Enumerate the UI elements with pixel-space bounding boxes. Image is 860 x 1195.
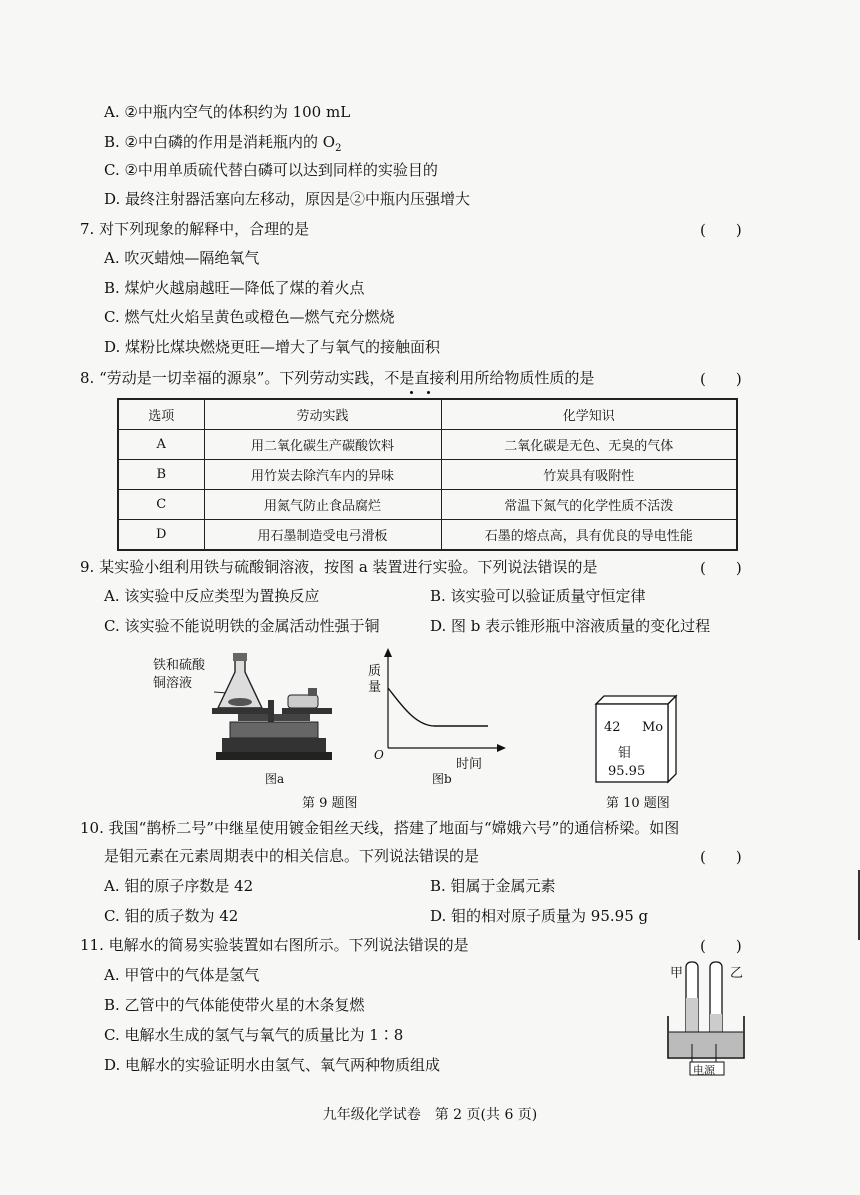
- tube-label-left: 甲: [670, 966, 684, 981]
- q10-answer-blank: ( ): [700, 848, 742, 866]
- element-mass: 95.95: [608, 764, 646, 779]
- table-header-cell: 劳动实践: [204, 399, 441, 430]
- q10-option-a: A. 钼的原子序数是 42: [104, 877, 254, 895]
- q7-option-a: A. 吹灭蜡烛—隔绝氧气: [104, 249, 260, 267]
- table-cell: D: [118, 520, 204, 551]
- q6-option-a: A. ②中瓶内空气的体积约为 100 mL: [104, 103, 351, 121]
- q6-option-d: D. 最终注射器活塞向左移动，原因是②中瓶内压强增大: [104, 190, 471, 208]
- page-footer: 九年级化学试卷 第 2 页(共 6 页): [322, 1107, 538, 1123]
- table-cell: 常温下氮气的化学性质不活泼: [441, 490, 737, 520]
- q11-option-b: B. 乙管中的气体能使带火星的木条复燃: [104, 996, 365, 1014]
- q9-option-b: B. 该实验可以验证质量守恒定律: [430, 587, 646, 605]
- q9-option-d: D. 图 b 表示锥形瓶中溶液质量的变化过程: [430, 617, 711, 635]
- q6-option-b-text: B. ②中白磷的作用是消耗瓶内的 O: [104, 133, 336, 151]
- q10-option-b: B. 钼属于金属元素: [430, 877, 556, 895]
- q8-table: [117, 398, 738, 551]
- graph-y-label: 量: [368, 680, 382, 695]
- fig-a-label: 铁和硫酸: [153, 658, 206, 673]
- power-source-label: 电源: [693, 1064, 715, 1077]
- q10-option-d: D. 钼的相对原子质量为 95.95 g: [430, 907, 649, 925]
- table-row: [118, 460, 737, 490]
- q9-option-a: A. 该实验中反应类型为置换反应: [104, 587, 320, 605]
- table-cell: 用二氧化碳生产碳酸饮料: [204, 430, 441, 460]
- table-cell: A: [118, 430, 204, 460]
- q11-option-c: C. 电解水生成的氢气与氧气的质量比为 1∶8: [104, 1026, 404, 1044]
- q9-answer-blank: ( ): [700, 559, 742, 577]
- graph-x-label: 时间: [456, 757, 483, 772]
- table-cell: B: [118, 460, 204, 490]
- fig-b-caption: 图b: [432, 772, 452, 786]
- fig-a-label: 铜溶液: [153, 676, 193, 691]
- fig-a-caption: 图a: [265, 772, 285, 786]
- table-cell: 竹炭具有吸附性: [441, 460, 737, 490]
- table-header-cell: 选项: [118, 399, 204, 430]
- table-cell: 石墨的熔点高，具有优良的导电性能: [441, 520, 737, 551]
- q6-option-b-subscript: 2: [335, 143, 342, 154]
- mass-time-graph: [370, 648, 510, 758]
- q11-stem: 11. 电解水的简易实验装置如右图所示。下列说法错误的是: [80, 936, 469, 954]
- q7-option-b: B. 煤炉火越扇越旺—降低了煤的着火点: [104, 279, 365, 297]
- balance-illustration: [200, 650, 350, 765]
- q9-figure-caption: 第 9 题图: [302, 796, 358, 811]
- table-row: [118, 520, 737, 551]
- element-name: 钼: [618, 746, 632, 761]
- q11-option-d: D. 电解水的实验证明水由氢气、氧气两种物质组成: [104, 1056, 441, 1074]
- table-row: [118, 430, 737, 460]
- emphasis-dot: [410, 391, 413, 394]
- table-cell: 用石墨制造受电弓滑板: [204, 520, 441, 551]
- q7-stem: 7. 对下列现象的解释中，合理的是: [80, 220, 310, 238]
- q10-option-c: C. 钼的质子数为 42: [104, 907, 239, 925]
- table-cell: 用氮气防止食品腐烂: [204, 490, 441, 520]
- q7-option-d: D. 煤粉比煤块燃烧更旺—增大了与氧气的接触面积: [104, 338, 441, 356]
- q7-answer-blank: ( ): [700, 221, 742, 239]
- q8-answer-blank: ( ): [700, 370, 742, 388]
- q7-option-c: C. 燃气灶火焰呈黄色或橙色—燃气充分燃烧: [104, 308, 395, 326]
- graph-origin: O: [374, 748, 384, 762]
- table-cell: 二氧化碳是无色、无臭的气体: [441, 430, 737, 460]
- q6-option-c: C. ②中用单质硫代替白磷可以达到同样的实验目的: [104, 161, 438, 179]
- table-header-cell: 化学知识: [441, 399, 737, 430]
- q10-figure-caption: 第 10 题图: [606, 796, 670, 811]
- emphasis-dot: [427, 391, 430, 394]
- tube-label-right: 乙: [730, 966, 744, 981]
- q10-stem-line1: 10. 我国“鹊桥二号”中继星使用镀金钼丝天线，搭建了地面与“嫦娥六号”的通信桥梁。如图: [80, 819, 680, 837]
- q6-option-b: [104, 132, 341, 159]
- table-cell: 用竹炭去除汽车内的异味: [204, 460, 441, 490]
- table-row: [118, 490, 737, 520]
- graph-y-label: 质: [368, 664, 382, 679]
- q11-answer-blank: ( ): [700, 937, 742, 955]
- q10-stem-line2: 是钼元素在元素周期表中的相关信息。下列说法错误的是: [104, 847, 480, 865]
- table-header-row: [118, 399, 737, 430]
- q8-stem: 8. “劳动是一切幸福的源泉”。下列劳动实践，不是直接利用所给物质性质的是: [80, 369, 595, 387]
- q11-option-a: A. 甲管中的气体是氢气: [104, 966, 260, 984]
- element-symbol: Mo: [642, 720, 664, 735]
- element-number: 42: [604, 720, 621, 735]
- q9-stem: 9. 某实验小组利用铁与硫酸铜溶液，按图 a 装置进行实验。下列说法错误的是: [80, 558, 598, 576]
- table-cell: C: [118, 490, 204, 520]
- q9-option-c: C. 该实验不能说明铁的金属活动性强于铜: [104, 617, 380, 635]
